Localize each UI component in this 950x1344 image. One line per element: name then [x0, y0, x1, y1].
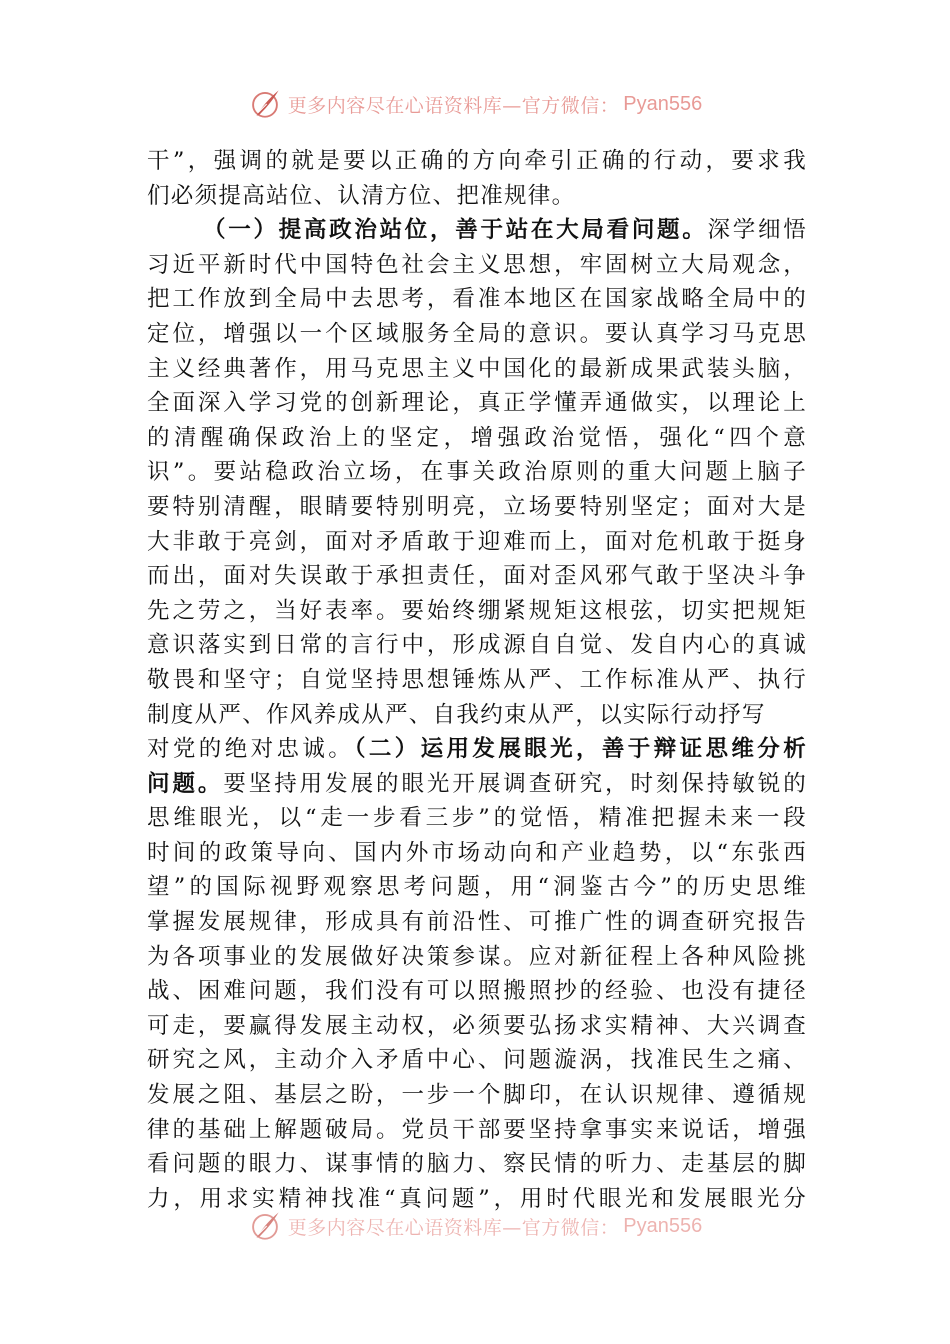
text-segment: 把工作放到全局中去思考，看准本地区在国家战略全局中的 [147, 286, 807, 313]
watermark-text: 更多内容尽在心语资料库—官方微信： [287, 1216, 620, 1239]
text-line [147, 870, 807, 905]
text-segment: 习近平新时代中国特色社会主义思想，牢固树立大局观念， [147, 251, 807, 278]
text-segment: 干”，强调的就是要以正确的方向牵引正确的行动，要求我 [147, 148, 807, 174]
text-line [147, 1113, 807, 1148]
text-line [147, 732, 807, 767]
text-line [147, 628, 807, 663]
text-segment: 对党的绝对忠诚。 [147, 736, 355, 763]
text-segment: 先之劳之，当好表率。要始终绷紧规矩这根弦，切实把规矩 [147, 597, 807, 624]
text-line [147, 905, 807, 940]
text-segment: 主义经典著作，用马克思主义中国化的最新成果武装头脑， [147, 355, 807, 382]
text-line [147, 940, 807, 975]
text-line [147, 1009, 807, 1044]
text-segment: 而出，面对失误敢于承担责任，面对歪风邪气敢于坚决斗争 [147, 563, 807, 590]
text-line [147, 974, 807, 1009]
text-line [147, 559, 807, 594]
text-line [147, 352, 807, 387]
text-segment: 望”的国际视野观察思考问题，用“洞鉴古今”的历史思维 [147, 874, 807, 901]
watermark-wechat-id: Pyan556 [623, 1214, 703, 1237]
text-line [147, 767, 807, 802]
text-segment: 可走，要赢得发展主动权，必须要弘扬求实精神、大兴调查 [147, 1012, 807, 1039]
text-line [147, 213, 807, 248]
text-segment: 的清醒确保政治上的坚定，增强政治觉悟，强化“四个意 [147, 424, 807, 451]
text-segment: 大非敢于亮剑，面对矛盾敢于迎难而上，面对危机敢于挺身 [147, 528, 807, 555]
quill-logo-icon [248, 1209, 282, 1243]
text-line [147, 386, 807, 421]
watermark-wechat-id: Pyan556 [623, 92, 703, 115]
text-line [147, 490, 807, 525]
text-segment: 发展之阻、基层之盼，一步一个脚印，在认识规律、遵循规 [147, 1082, 807, 1109]
text-segment: 思维眼光，以“走一步看三步”的觉悟，精准把握未来一段 [147, 805, 807, 832]
header-watermark [0, 84, 950, 124]
text-line [147, 801, 807, 836]
text-segment: 力，用求实精神找准“真问题”，用时代眼光和发展眼光分 [147, 1185, 807, 1212]
text-line [147, 455, 807, 490]
text-segment: 掌握发展规律，形成具有前沿性、可推广性的调查研究报告 [147, 909, 807, 936]
text-segment: 意识落实到日常的言行中，形成源自自觉、发自内心的真诚 [147, 632, 807, 659]
text-segment: 时间的政策导向、国内外市场动向和产业趋势，以“东张西 [147, 839, 807, 866]
text-line [147, 594, 807, 629]
watermark-text: 更多内容尽在心语资料库—官方微信： [287, 94, 620, 117]
bold-heading-text: 问题。 [147, 770, 224, 797]
text-line [147, 179, 807, 214]
footer-watermark [0, 1206, 950, 1246]
text-line [147, 836, 807, 871]
text-line [147, 1043, 807, 1078]
text-segment: 全面深入学习党的创新理论，真正学懂弄通做实，以理论上 [147, 390, 807, 417]
body-text [147, 144, 807, 1216]
text-line [147, 698, 807, 733]
text-line [147, 1147, 807, 1182]
text-segment: 定位，增强以一个区域服务全局的意识。要认真学习马克思 [147, 320, 807, 347]
text-line [147, 317, 807, 352]
bold-heading-text: （二）运用发展眼光，善于辩证思维分析 [354, 736, 807, 763]
text-segment: 看问题的眼力、谋事情的脑力、察民情的听力、走基层的脚 [147, 1151, 807, 1178]
text-segment: 敬畏和坚守；自觉坚持思想锤炼从严、工作标准从严、执行 [147, 666, 807, 693]
text-line [147, 144, 807, 179]
text-line [147, 525, 807, 560]
text-segment: 研究之风，主动介入矛盾中心、问题漩涡，找准民生之痛、 [147, 1047, 807, 1074]
text-line [147, 421, 807, 456]
text-segment: 深学细悟 [707, 217, 807, 244]
text-line [147, 1078, 807, 1113]
text-line [147, 663, 807, 698]
text-segment: 要坚持用发展的眼光开展调查研究，时刻保持敏锐的 [223, 770, 807, 797]
text-segment: 识”。要站稳政治立场，在事关政治原则的重大问题上脑子 [147, 459, 807, 486]
quill-logo-icon [248, 87, 282, 121]
text-line [147, 282, 807, 317]
text-segment: 制度从严、作风养成从严、自我约束从严，以实际行动抒写 [147, 701, 766, 728]
text-segment: 战、困难问题，我们没有可以照搬照抄的经验、也没有捷径 [147, 978, 807, 1005]
bold-heading-text: （一）提高政治站位，善于站在大局看问题。 [203, 217, 708, 244]
text-segment: 为各项事业的发展做好决策参谋。应对新征程上各种风险挑 [147, 943, 807, 970]
text-segment: 们必须提高站位、认清方位、把准规律。 [147, 182, 576, 209]
text-segment: 要特别清醒，眼睛要特别明亮，立场要特别坚定；面对大是 [147, 493, 807, 520]
text-line [147, 248, 807, 283]
text-segment: 律的基础上解题破局。党员干部要坚持拿事实来说话，增强 [147, 1116, 807, 1143]
